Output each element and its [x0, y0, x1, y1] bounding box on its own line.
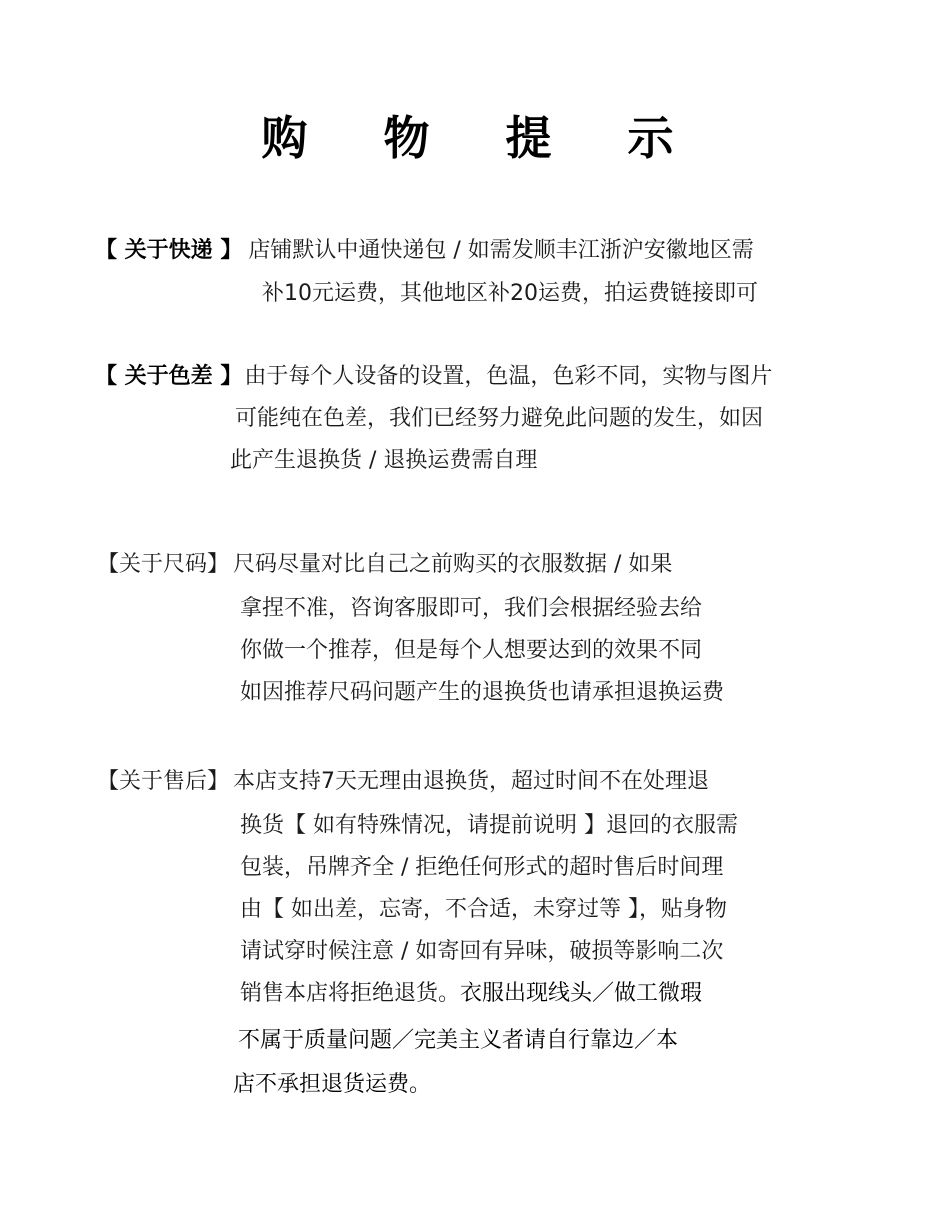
page-title: 购 物 提 示: [261, 111, 704, 165]
section-color-line: 可能纯在色差，我们已经努力避免此问题的发生，如因: [235, 406, 764, 431]
section-aftersale-extra-line: 不属于质量问题／完美主义者请自行靠边／本: [238, 1028, 679, 1053]
section-size-line: 尺码尽量对比自己之前购买的衣服数据 / 如果: [233, 552, 673, 577]
section-color-line: 由于每个人设备的设置，色温，色彩不同，实物与图片: [244, 364, 773, 389]
section-size-line: 你做一个推荐，但是每个人想要达到的效果不同: [240, 638, 703, 663]
section-express-row-1: [95, 236, 754, 266]
section-express-line: 补10元运费，其他地区补20运费，拍运费链接即可: [262, 281, 758, 306]
section-aftersale-line: 换货【 如有特殊情况，请提前说明 】退回的衣服需: [240, 813, 738, 838]
section-aftersale-extra-line: 店不承担退货运费。: [233, 1072, 432, 1097]
section-size-line: 如因推荐尺码问题产生的退换货也请承担退换运费: [240, 680, 725, 705]
section-aftersale-row-1: [97, 767, 709, 797]
section-size-row-1: [97, 550, 672, 580]
section-color-row-1: [95, 362, 772, 392]
section-aftersale-line: 包装，吊牌齐全 / 拒绝任何形式的超时售后时间理: [240, 855, 724, 880]
section-aftersale-line: 本店支持7天无理由退换货，超过时间不在处理退: [233, 769, 710, 794]
section-color-label: 【 关于色差 】: [95, 364, 243, 389]
section-express-label: 【 关于快递 】: [95, 238, 243, 263]
section-aftersale-line: 销售本店将拒绝退货。: [240, 981, 461, 1006]
section-aftersale-line: 由【 如出差，忘寄，不合适，未穿过等 】，贴身物: [240, 897, 727, 922]
section-size-label: 【关于尺码】: [97, 552, 230, 577]
section-aftersale-label: 【关于售后】: [97, 769, 230, 794]
section-express-line: 店铺默认中通快递包 / 如需发顺丰江浙沪安徽地区需: [248, 238, 754, 263]
section-aftersale-extra-inline: 衣服出现线头／做工微瑕: [460, 981, 703, 1006]
section-aftersale-line: 请试穿时候注意 / 如寄回有异味，破损等影响二次: [240, 939, 724, 964]
section-color-line: 此产生退换货 / 退换运费需自理: [230, 448, 538, 473]
section-size-line: 拿捏不准，咨询客服即可，我们会根据经验去给: [240, 596, 703, 621]
section-aftersale-row-6: [240, 979, 702, 1009]
